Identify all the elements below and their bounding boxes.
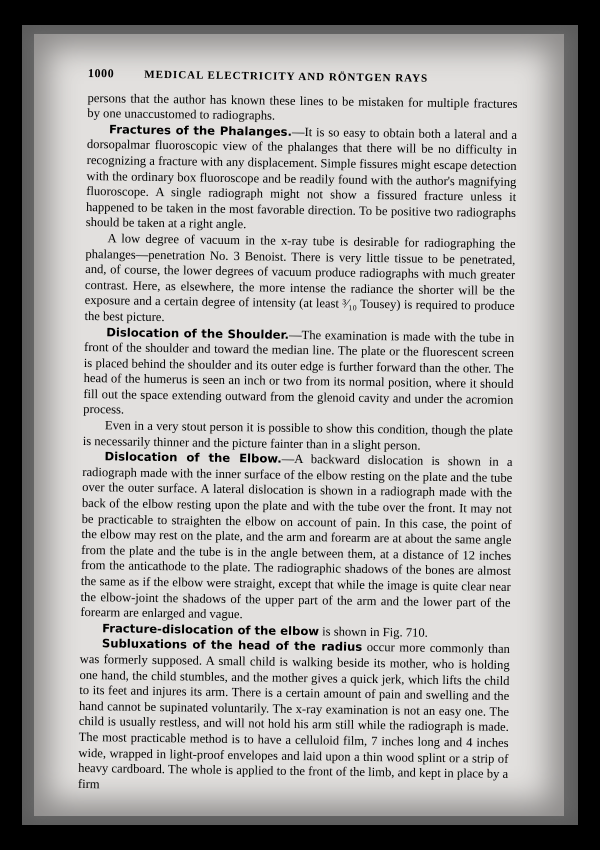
paragraph-body: is shown in Fig. 710. xyxy=(318,624,428,640)
paragraph-vacuum xyxy=(84,231,515,331)
running-title: MEDICAL ELECTRICITY AND RÖNTGEN RAYS xyxy=(144,68,429,85)
paragraph-phalanges xyxy=(86,122,517,237)
paragraph-shoulder xyxy=(83,324,514,424)
page-text xyxy=(78,66,518,798)
paragraph-body: —The examination is made with the tube in front of the shoulder and toward the median line. The plate or the fluorescent screen is placed behind the shoulder and its outer edge is further forward than the other. The head of the humerus is seen an inch or two from its normal position, where it should fill out the space extending outward from the glenoid cavity and under the acromion process. xyxy=(83,327,515,418)
section-heading-elbow: Dislocation of the Elbow. xyxy=(104,449,282,466)
page-number: 1000 xyxy=(87,66,115,81)
section-heading-phalanges: Fractures of the Phalanges. xyxy=(109,122,293,139)
paragraph-body: —A backward dislocation is shown in a radiograph made with the inner surface of the elbow resting on the plate and the tube over the outer surface. A lateral dislocation is shown in a radiograph made with the back of the elbow resting upon the plate and with the tube over the front. It may not be practicable to straighten the elbow on account of pain. In this case, the point of the elbow may rest on the plate, and the arm and forearm are at about the same angle from the plate and the tube is in the angle between them, at a distance of 12 inches from the anticathode to the plate. The radiographic shadows of the bones are almost the same as if the elbow were straight, except that while the image is quite clear near the elbow-joint the shadows of the upper part of the arm and the lower part of the forearm are enlarged and vague. xyxy=(80,451,513,622)
paragraph-body: A low degree of vacuum in the x-ray tube is desirable for radiographing the phalanges—penetration No. 3 Benoist. There is very little tissue to be penetrated, and, of course, the lower degrees of vacuum produce radiographs with much greater contrast. Here, as elsewhere, the more intense the radiance the shorter will be the exposure and a certain degree of intensity (at least ³⁄₁₀ Tousey) is required to produce the best picture. xyxy=(84,231,516,324)
section-heading-shoulder: Dislocation of the Shoulder. xyxy=(106,324,290,342)
paragraph-body: occur more commonly than was formerly supposed. A small child is walking beside its mother, who is holding one hand, the child stumbles, and the mother gives a quick jerk, which lifts the child to its feet and injures its arm. There is a certain amount of pain and swelling and the hand cannot be supinated voluntarily. The x-ray examination is not an easy one. The child is usually restless, and will not hold his arm still while the radiograph is made. The most practicable method is to have a celluloid film, 7 inches long and 4 inches wide, wrapped in light-proof envelopes and laid upon a thin wood splint or a strip of heavy cardboard. The whole is applied to the front of the limb, and kept in place by a firm xyxy=(77,640,510,791)
section-heading-subluxations: Subluxations of the head of the radius xyxy=(101,636,363,655)
section-heading-fracture-dislocation: Fracture-dislocation of the elbow xyxy=(102,621,320,639)
paragraph-subluxations xyxy=(78,636,510,798)
paragraph-body: —It is so easy to obtain both a lateral and a dorsopalmar fluoroscopic view of the phalanges that there will be no difficulty in recognizing a fracture with any displacement. Simple fissures might escape detection with the ordinary box fluoroscope and be readily found with the author's magnifying fluoroscope. A single radiograph might not show a fissured fracture unless it happened to be taken in the most favorable direction. To be positive two radiographs should be taken at a right angle. xyxy=(85,124,518,232)
paragraph-body: persons that the author has known these lines to be mistaken for multiple fractures by one unaccustomed to radiographs. xyxy=(87,90,518,123)
paragraph-elbow xyxy=(80,449,512,627)
paragraph-body: Even in a very stout person it is possible to show this condition, though the plate is necessarily thinner and the picture fainter than in a slight person. xyxy=(82,418,514,453)
